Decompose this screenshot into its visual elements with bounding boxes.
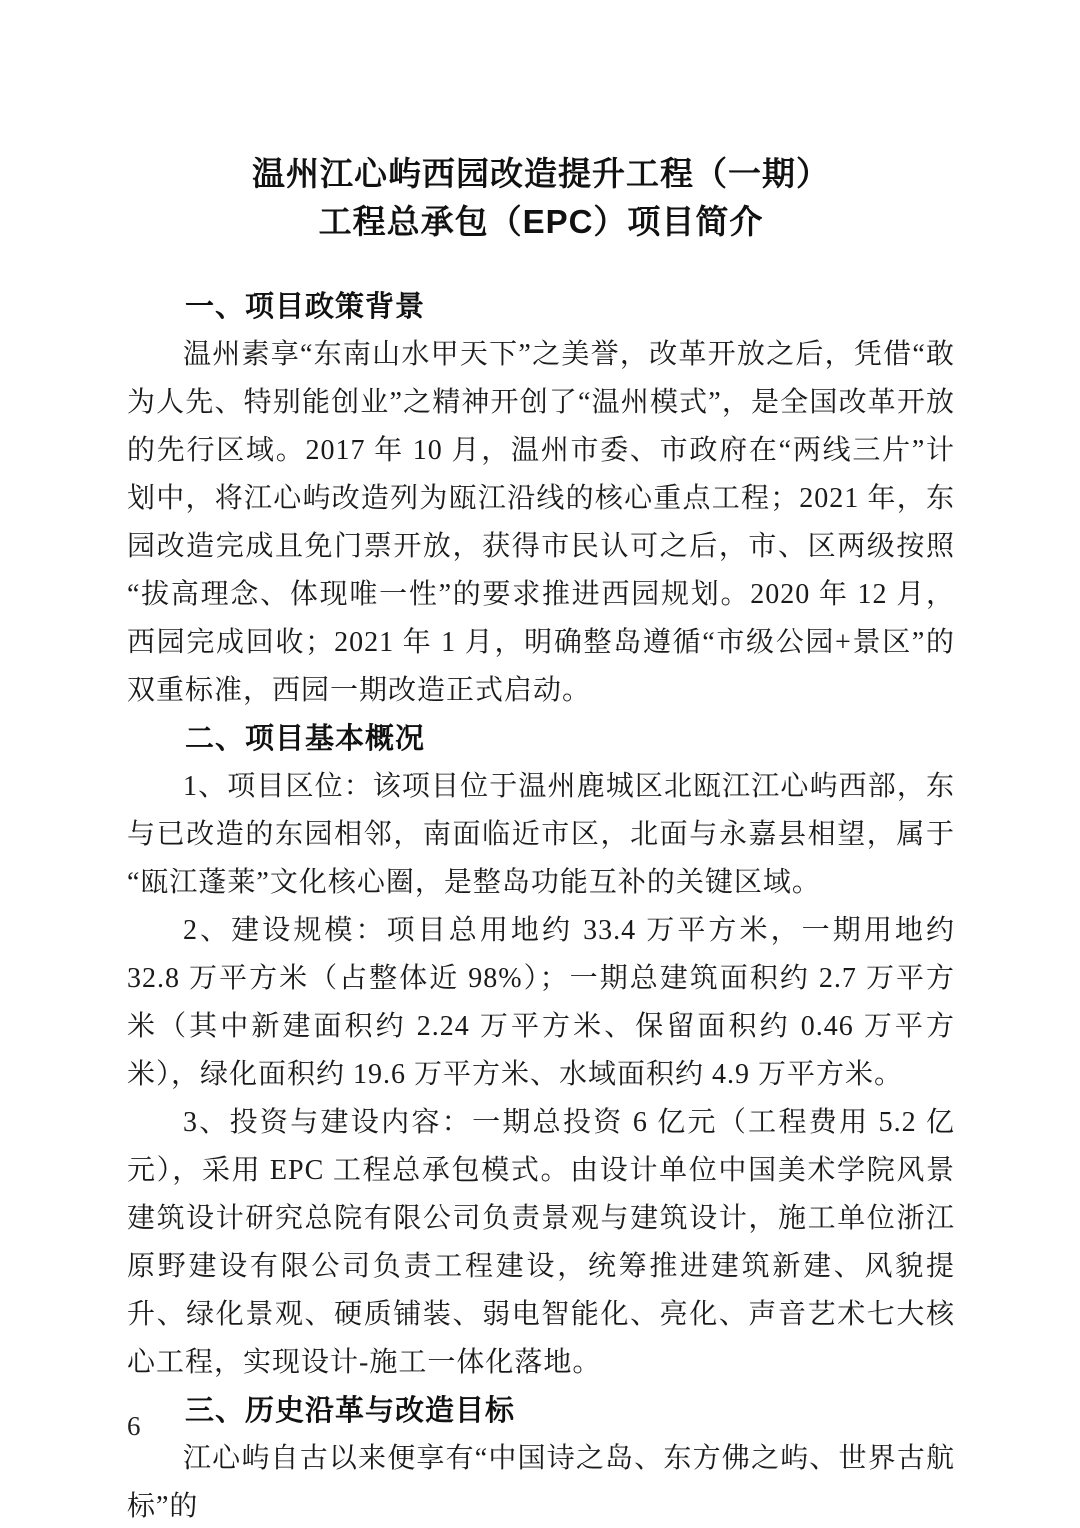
section-heading-policy-background: 一、项目政策背景	[185, 291, 426, 323]
paragraph-policy-background: 温州素享“东南山水甲天下”之美誉，改革开放之后，凭借“敢为人先、特别能创业”之精神开创了“温州模式”，是全国改革开放的先行区域。2017 年 10 月，温州市委、市政府在“两线三片”计划中，将江心屿改造列为瓯江沿线的核心重点工程；2021 年，东园改造完成且免门票开放，获得市民认可之后，市、区两级按照“拔高理念、体现唯一性”的要求推进西园规划。2020 年 12 月，西园完成回收；2021 年 1 月，明确整岛遵循“市级公园+景区”的双重标准，西园一期改造正式启动。	[127, 339, 955, 706]
paragraph-investment-content: 3、投资与建设内容：一期总投资 6 亿元（工程费用 5.2 亿元），采用 EPC 工程总承包模式。由设计单位中国美术学院风景建筑设计研究总院有限公司负责景观与建筑设计，施工单位浙江原野建设有限公司负责工程建设，统筹推进建筑新建、风貌提升、绿化景观、硬质铺装、弱电智能化、亮化、声音艺术七大核心工程，实现设计-施工一体化落地。	[127, 1107, 955, 1378]
document-title-line-1: 温州江心屿西园改造提升工程（一期）	[252, 155, 830, 192]
paragraph-history-goals: 江心屿自古以来便享有“中国诗之岛、东方佛之屿、世界古航标”的	[127, 1443, 955, 1522]
page-number: 6	[127, 1411, 141, 1441]
document-title-line-2: 工程总承包（EPC）项目简介	[318, 203, 764, 240]
section-heading-basic-overview: 二、项目基本概况	[185, 723, 426, 755]
section-heading-history-goals: 三、历史沿革与改造目标	[185, 1395, 516, 1427]
document-title	[127, 150, 955, 246]
document-content	[127, 150, 955, 1528]
paragraph-construction-scale: 2、建设规模：项目总用地约 33.4 万平方米，一期用地约 32.8 万平方米（占整体近 98%）；一期总建筑面积约 2.7 万平方米（其中新建面积约 2.24 万平方米、保留面积约 0.46 万平方米），绿化面积约 19.6 万平方米、水域面积约 4.9 万平方米。	[127, 915, 955, 1090]
paragraph-project-location: 1、项目区位：该项目位于温州鹿城区北瓯江江心屿西部，东与已改造的东园相邻，南面临近市区，北面与永嘉县相望，属于“瓯江蓬莱”文化核心圈，是整岛功能互补的关键区域。	[127, 771, 955, 898]
